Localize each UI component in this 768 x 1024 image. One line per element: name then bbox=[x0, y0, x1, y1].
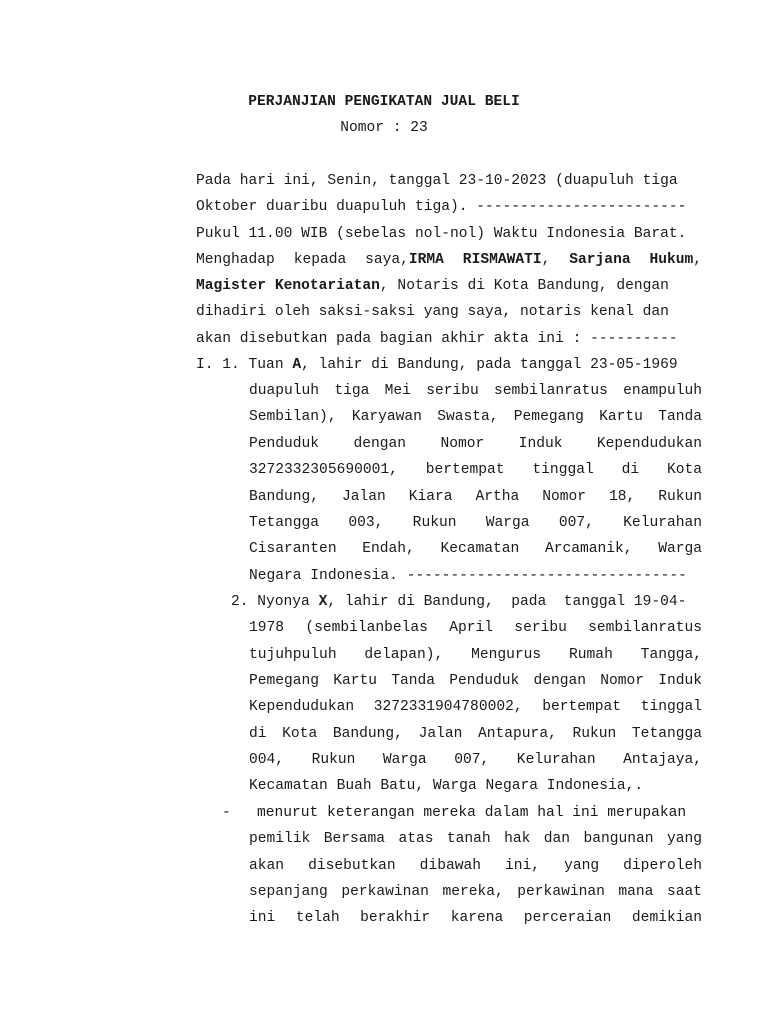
notary-name: IRMA RISMAWATI bbox=[408, 252, 542, 268]
document-title: PERJANJIAN PENGIKATAN JUAL BELI bbox=[248, 94, 520, 110]
party-item-line: Pemegang Kartu Tanda Penduduk dengan Nomor Induk bbox=[249, 673, 702, 689]
party-item-line: Negara Indonesia. -------------------------------- bbox=[249, 568, 687, 584]
paragraph-line: akan disebutkan pada bagian akhir akta ini : ---------- bbox=[196, 331, 678, 347]
paragraph-text: Menghadap kepada saya, bbox=[196, 252, 409, 268]
party-item-line: Tetangga 003, Rukun Warga 007, Kelurahan bbox=[249, 515, 702, 531]
party-name: A bbox=[292, 357, 302, 373]
party-item-line: Bandung, Jalan Kiara Artha Nomor 18, Rukun bbox=[249, 489, 702, 505]
party-item-line bbox=[231, 592, 686, 612]
dash-line: ini telah berakhir karena perceraian demikian bbox=[249, 910, 702, 926]
party-item-line: Kependudukan 3272331904780002, bertempat tinggal bbox=[249, 699, 702, 715]
item-text: , lahir di Bandung, pada tanggal 19-04- bbox=[327, 594, 687, 610]
dash-line: menurut keterangan mereka dalam hal ini merupakan bbox=[257, 805, 687, 821]
party-item-line: Penduduk dengan Nomor Induk Kependudukan bbox=[249, 436, 702, 452]
paragraph-line: Oktober duaribu duapuluh tiga). ------------------------ bbox=[196, 199, 687, 215]
party-item-line: 004, Rukun Warga 007, Kelurahan Antajaya, bbox=[249, 752, 702, 768]
paragraph-text: , bbox=[541, 252, 570, 268]
paragraph-line: dihadiri oleh saksi-saksi yang saya, notaris kenal dan bbox=[196, 304, 669, 320]
paragraph-line bbox=[196, 276, 669, 296]
item-prefix: 2. Nyonya bbox=[231, 594, 319, 610]
party-item-line: Sembilan), Karyawan Swasta, Pemegang Kartu Tanda bbox=[249, 409, 702, 425]
dash-line: sepanjang perkawinan mereka, perkawinan mana saat bbox=[249, 884, 702, 900]
party-item-line: tujuhpuluh delapan), Mengurus Rumah Tangga, bbox=[249, 647, 702, 663]
item-prefix: I. 1. Tuan bbox=[196, 357, 293, 373]
paragraph-text: , Notaris di Kota Bandung, dengan bbox=[379, 278, 669, 294]
party-item-line: duapuluh tiga Mei seribu sembilanratus enampuluh bbox=[249, 383, 702, 399]
dash-bullet: - bbox=[222, 805, 231, 821]
party-item-line: Cisaranten Endah, Kecamatan Arcamanik, Warga bbox=[249, 541, 702, 557]
item-text: , lahir di Bandung, pada tanggal 23-05-1969 bbox=[301, 357, 678, 373]
party-name: X bbox=[318, 594, 328, 610]
party-item-line bbox=[196, 355, 678, 375]
paragraph-text: , bbox=[693, 252, 703, 268]
notary-title: Sarjana Hukum bbox=[569, 252, 694, 268]
dash-line: pemilik Bersama atas tanah hak dan bangunan yang bbox=[249, 831, 702, 847]
paragraph-line bbox=[196, 250, 702, 270]
party-item-line: di Kota Bandung, Jalan Antapura, Rukun Tetangga bbox=[249, 726, 702, 742]
notary-title: Magister Kenotariatan bbox=[196, 278, 380, 294]
document-number: Nomor : 23 bbox=[340, 120, 428, 136]
dash-line: akan disebutkan dibawah ini, yang diperoleh bbox=[249, 858, 702, 874]
party-item-line: 1978 (sembilanbelas April seribu sembilanratus bbox=[249, 620, 702, 636]
party-item-line: Kecamatan Buah Batu, Warga Negara Indonesia,. bbox=[249, 778, 644, 794]
paragraph-line: Pukul 11.00 WIB (sebelas nol-nol) Waktu Indonesia Barat. bbox=[196, 226, 687, 242]
paragraph-line: Pada hari ini, Senin, tanggal 23-10-2023 (duapuluh tiga bbox=[196, 173, 678, 189]
party-item-line: 3272332305690001, bertempat tinggal di Kota bbox=[249, 462, 702, 478]
